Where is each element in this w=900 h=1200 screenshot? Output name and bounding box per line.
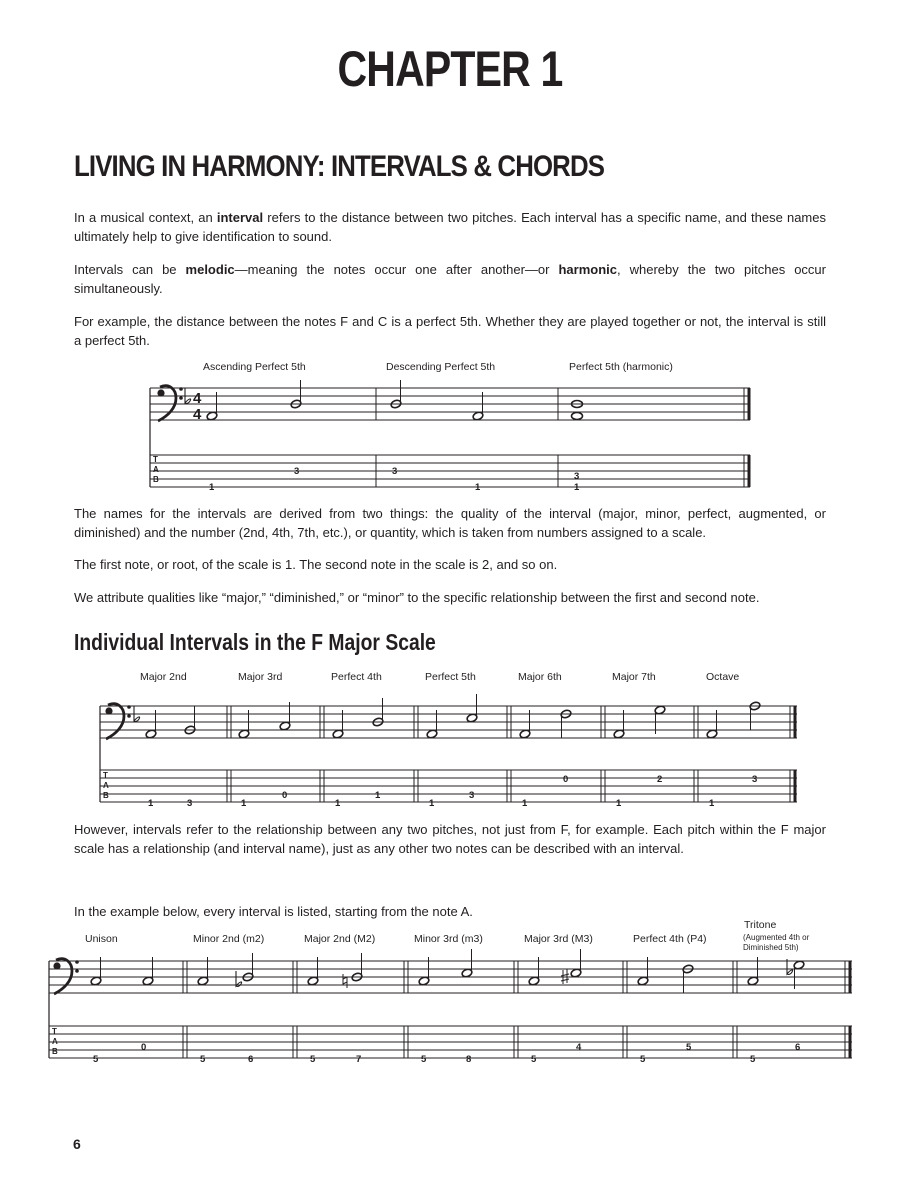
svg-text:4: 4 bbox=[193, 390, 202, 407]
bass-clef-icon bbox=[53, 959, 78, 994]
page-number: 6 bbox=[73, 1136, 81, 1152]
term-melodic: melodic bbox=[185, 262, 235, 277]
label-tritone-note-1: (Augmented 4th or bbox=[743, 933, 810, 942]
tab-number: 6 bbox=[795, 1042, 801, 1053]
label-major-3rd: Major 3rd bbox=[238, 671, 283, 683]
paragraph-interval-names: The names for the intervals are derived from two things: the quality of the interval (major, minor, perfect, augmented, or diminished) and the number (2nd, 4th, 7th, etc.), or quantity, which is taken from numbers assigned to a scale. bbox=[74, 506, 826, 540]
label-ascending-perfect-5th: Ascending Perfect 5th bbox=[203, 361, 306, 373]
label-descending-perfect-5th: Descending Perfect 5th bbox=[386, 361, 496, 373]
term-harmonic: harmonic bbox=[558, 262, 617, 277]
tab-number: 5 bbox=[200, 1054, 206, 1065]
label-minor-2nd: Minor 2nd (m2) bbox=[193, 933, 265, 945]
tab-number: 1 bbox=[148, 798, 154, 809]
chapter-title: CHAPTER 1 bbox=[337, 41, 563, 97]
bass-clef-icon bbox=[157, 386, 182, 421]
example2-tab bbox=[103, 771, 757, 809]
tab-number: 3 bbox=[392, 466, 398, 477]
label-tritone-note-2: Diminished 5th) bbox=[743, 943, 799, 952]
paragraph-interval-definition: In a musical context, an interval refers to the distance between two pitches. Each interval has a specific name, and these names ultimately help to give identification to sound. bbox=[74, 210, 826, 244]
time-signature bbox=[193, 390, 202, 423]
example1-notes bbox=[206, 380, 582, 421]
label-major-6th: Major 6th bbox=[518, 671, 562, 683]
bass-clef-icon bbox=[105, 704, 130, 739]
tab-number: 3 bbox=[752, 774, 758, 785]
tab-number: 1 bbox=[709, 798, 715, 809]
svg-text:A: A bbox=[52, 1037, 58, 1046]
tab-number: 1 bbox=[335, 798, 341, 809]
paragraph-perfect-fifth-example: For example, the distance between the notes F and C is a perfect 5th. Whether they are played together or not, the interval is still a perfect 5th. bbox=[74, 314, 826, 348]
tab-number: 3 bbox=[574, 471, 580, 482]
label-major-7th: Major 7th bbox=[612, 671, 656, 683]
label-perfect-5th: Perfect 5th bbox=[425, 671, 476, 683]
example3-labels bbox=[85, 919, 810, 952]
label-octave: Octave bbox=[706, 671, 740, 683]
tab-number: 8 bbox=[466, 1054, 472, 1065]
paragraph-any-two-pitches: However, intervals refer to the relationship between any two pitches, not just from F, for example. Each pitch within the F major scale has a relationship (and interval name), just as any other two notes can be described with an interval. bbox=[74, 822, 826, 856]
tab-number: 0 bbox=[563, 774, 569, 785]
tab-number: 4 bbox=[576, 1042, 582, 1053]
svg-text:B: B bbox=[52, 1047, 58, 1056]
example3-staff bbox=[49, 961, 852, 1058]
label-tritone: Tritone bbox=[744, 919, 777, 931]
tab-number: 7 bbox=[356, 1054, 362, 1065]
paragraph-example-from-a: In the example below, every interval is listed, starting from the note A. bbox=[74, 904, 473, 919]
label-major-2nd: Major 2nd bbox=[140, 671, 187, 683]
paragraph-melodic-harmonic: Intervals can be melodic—meaning the notes occur one after another—or harmonic, whereby the two pitches occur simultaneously. bbox=[74, 262, 826, 296]
svg-text:B: B bbox=[103, 791, 109, 800]
label-perfect-5th-harmonic: Perfect 5th (harmonic) bbox=[569, 361, 673, 373]
tab-number: 2 bbox=[657, 774, 663, 785]
example1-staff bbox=[150, 388, 750, 487]
tab-number: 5 bbox=[421, 1054, 427, 1065]
tab-number: 1 bbox=[429, 798, 435, 809]
tab-number: 5 bbox=[310, 1054, 316, 1065]
flat-icon bbox=[236, 971, 242, 986]
example2-notes bbox=[145, 694, 761, 739]
svg-text:T: T bbox=[153, 455, 158, 464]
tab-number: 6 bbox=[248, 1054, 254, 1065]
example2-labels bbox=[140, 671, 739, 683]
example3-notes bbox=[90, 949, 805, 993]
tab-number: 5 bbox=[531, 1054, 537, 1065]
tab-number: 3 bbox=[187, 798, 193, 809]
paragraph-scale-root: The first note, or root, of the scale is 1. The second note in the scale is 2, and so on. bbox=[74, 557, 558, 572]
svg-text:T: T bbox=[103, 771, 108, 780]
tab-number: 1 bbox=[522, 798, 528, 809]
example2-staff bbox=[100, 706, 797, 802]
tab-number: 0 bbox=[141, 1042, 147, 1053]
tab-number: 1 bbox=[209, 482, 215, 493]
section-title: LIVING IN HARMONY: INTERVALS & CHORDS bbox=[74, 150, 605, 183]
tab-number: 5 bbox=[686, 1042, 692, 1053]
tab-number: 1 bbox=[475, 482, 481, 493]
tab-number: 1 bbox=[375, 790, 381, 801]
label-unison: Unison bbox=[85, 933, 118, 945]
subsection-title: Individual Intervals in the F Major Scale bbox=[74, 629, 436, 655]
tab-number: 1 bbox=[241, 798, 247, 809]
example1-labels bbox=[203, 361, 673, 373]
example3-tab bbox=[52, 1027, 800, 1065]
svg-text:A: A bbox=[103, 781, 109, 790]
label-minor-3rd: Minor 3rd (m3) bbox=[414, 933, 483, 945]
svg-text:4: 4 bbox=[193, 406, 202, 423]
paragraph-qualities: We attribute qualities like “major,” “diminished,” or “minor” to the specific relationship between the first and second note. bbox=[74, 590, 760, 605]
label-perfect-4th: Perfect 4th bbox=[331, 671, 382, 683]
label-major-3rd-m3: Major 3rd (M3) bbox=[524, 933, 593, 945]
tab-number: 3 bbox=[294, 466, 300, 477]
label-major-2nd-m2: Major 2nd (M2) bbox=[304, 933, 376, 945]
tab-number: 0 bbox=[282, 790, 288, 801]
label-perfect-4th-p4: Perfect 4th (P4) bbox=[633, 933, 707, 945]
tab-number: 5 bbox=[640, 1054, 646, 1065]
tab-number: 1 bbox=[616, 798, 622, 809]
svg-text:A: A bbox=[153, 465, 159, 474]
tab-number: 1 bbox=[574, 482, 580, 493]
tab-number: 5 bbox=[93, 1054, 99, 1065]
term-interval: interval bbox=[216, 210, 264, 225]
tab-number: 5 bbox=[750, 1054, 756, 1065]
svg-text:T: T bbox=[52, 1027, 57, 1036]
natural-icon bbox=[343, 974, 347, 988]
tab-number: 3 bbox=[469, 790, 475, 801]
svg-text:B: B bbox=[153, 475, 159, 484]
